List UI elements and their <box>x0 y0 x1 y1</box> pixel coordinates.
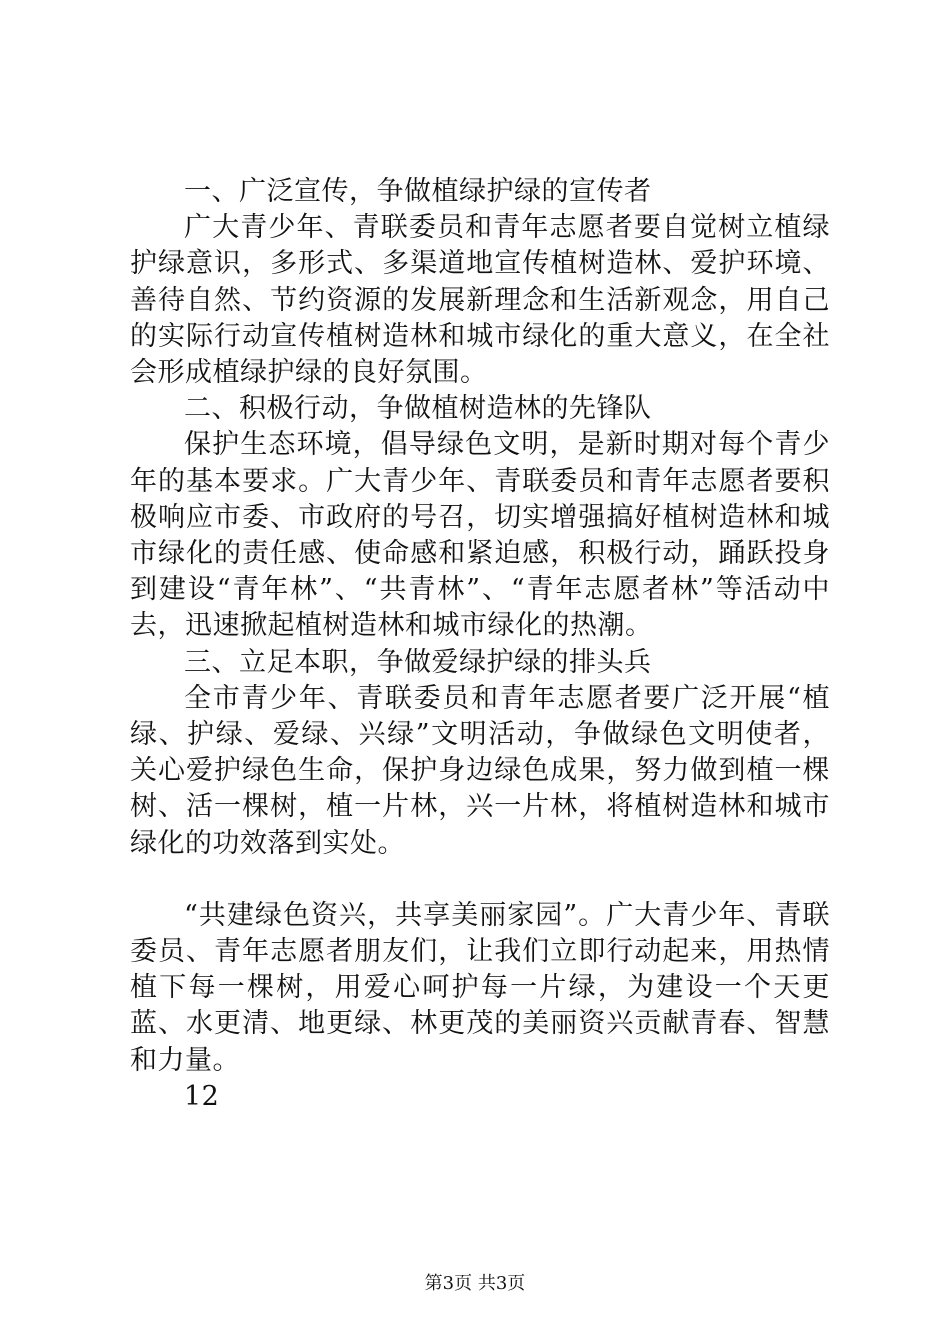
page-footer: 第3页 共3页 <box>424 1273 526 1294</box>
body-paragraph-3: 全市青少年、青联委员和青年志愿者要广泛开展“植绿、护绿、爱绿、兴绿”文明活动，争做绿色文明使者，关心爱护绿色生命，保护身边绿色成果，努力做到植一棵树、活一棵树，植一片林，兴一片林，将植树造林和城市绿化的功效落到实处。 <box>130 682 830 859</box>
body-paragraph-2: 保护生态环境，倡导绿色文明，是新时期对每个青少年的基本要求。广大青少年、青联委员和青年志愿者要积极响应市委、市政府的号召，切实增强搞好植树造林和城市绿化的责任感、使命感和紧迫感，积极行动，踊跃投身到建设“青年林”、“共青林”、“青年志愿者林”等活动中去，迅速掀起植树造林和城市绿化的热潮。 <box>130 429 830 642</box>
section-heading-3: 三、立足本职，争做爱绿护绿的排头兵 <box>184 646 652 678</box>
trailing-number: 12 <box>184 1080 220 1112</box>
body-paragraph-1: 广大青少年、青联委员和青年志愿者要自觉树立植绿护绿意识，多形式、多渠道地宣传植树造林、爱护环境、善待自然、节约资源的发展新理念和生活新观念，用自己的实际行动宣传植树造林和城市绿化的重大意义，在全社会形成植绿护绿的良好氛围。 <box>130 212 830 389</box>
section-heading-1: 一、广泛宣传，争做植绿护绿的宣传者 <box>184 176 652 207</box>
closing-paragraph: “共建绿色资兴，共享美丽家园”。广大青少年、青联委员、青年志愿者朋友们，让我们立即行动起来，用热情植下每一棵树，用爱心呵护每一片绿，为建设一个天更蓝、水更清、地更绿、林更茂的美丽资兴贡献青春、智慧和力量。 <box>130 899 830 1076</box>
section-heading-2: 二、积极行动，争做植树造林的先锋队 <box>184 393 652 425</box>
document-body <box>130 174 830 1115</box>
